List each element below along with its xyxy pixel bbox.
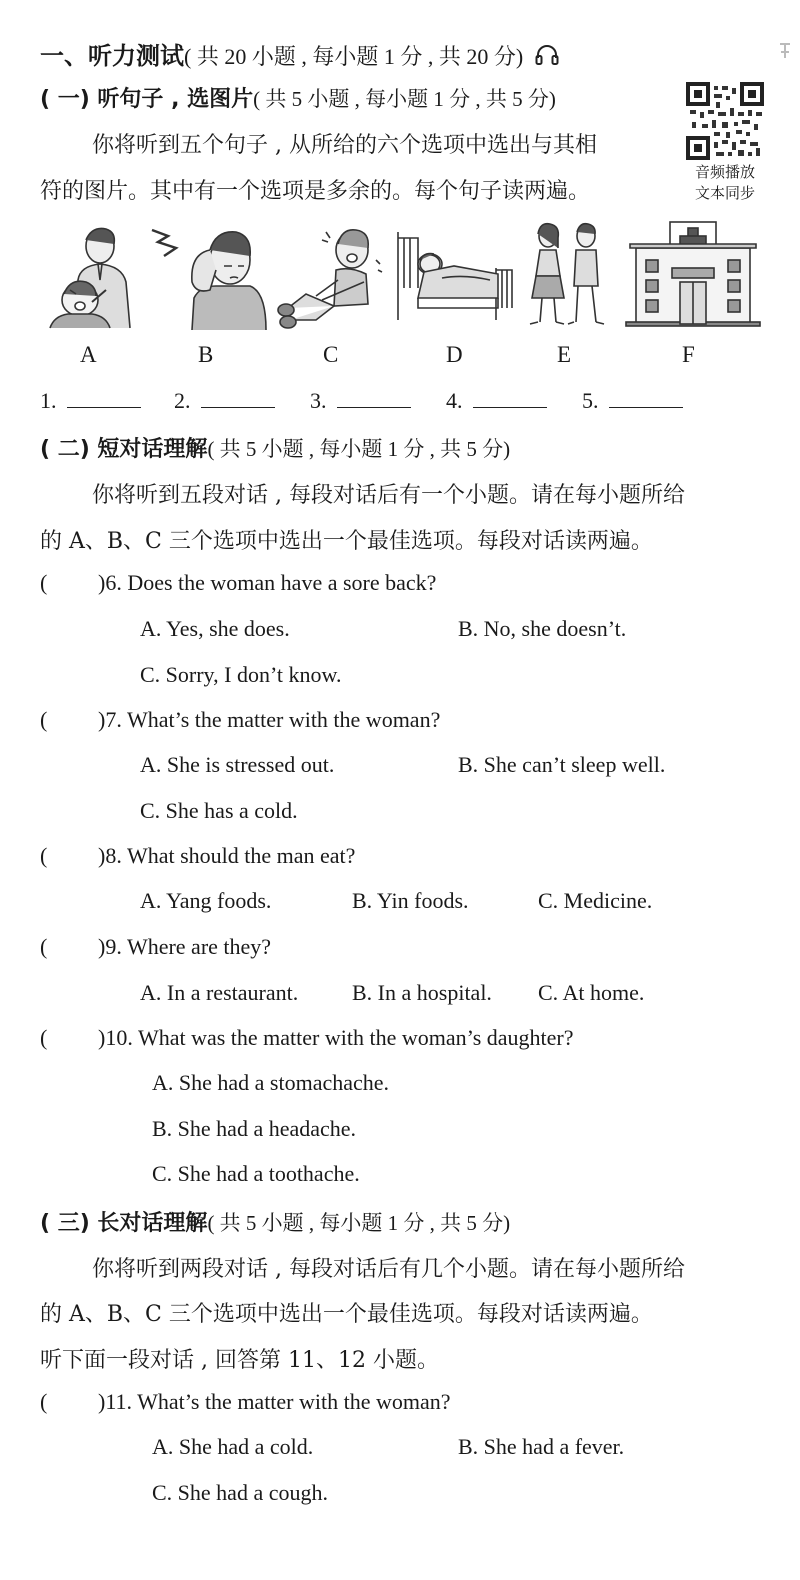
picture-label-e: E <box>557 342 572 367</box>
qr-caption-line1: 音频播放 <box>694 163 755 181</box>
answer-line <box>201 390 275 408</box>
question-text: What’s the matter with the woman? <box>137 1389 451 1414</box>
answer-paren-6[interactable]: ( <box>40 570 48 595</box>
option-9c: C. At home. <box>538 980 645 1005</box>
question-number: )6. <box>98 570 122 595</box>
question-number: )11. <box>98 1389 133 1414</box>
picture-label-d: D <box>446 342 463 367</box>
answer-paren-9[interactable]: ( <box>40 934 48 959</box>
option-11b: B. She had a fever. <box>458 1434 625 1459</box>
part3-title-sub: ( 共 5 小题 , 每小题 1 分 , 共 5 分) <box>207 1211 511 1235</box>
question-number: )10. <box>98 1025 133 1050</box>
option-9a: A. In a restaurant. <box>140 980 299 1005</box>
picture-headache <box>150 220 270 330</box>
question-text: What was the matter with the woman’s daughter? <box>137 1025 574 1050</box>
option-8b: B. Yin foods. <box>352 888 469 913</box>
question-text: Does the woman have a sore back? <box>127 570 437 595</box>
picture-dentist <box>40 220 140 330</box>
qr-code <box>686 82 764 160</box>
part3-instruction-line2: 的 A、B、C 三个选项中选出一个最佳选项。每段对话读两遍。 <box>40 1302 653 1327</box>
answer-paren-7[interactable]: ( <box>40 707 48 732</box>
option-6a: A. Yes, she does. <box>140 616 290 641</box>
answer-line <box>67 390 141 408</box>
headphones-icon <box>534 43 560 67</box>
answer-number: 3. <box>310 388 327 413</box>
part2-title-text: ( 二) 短对话理解 <box>40 437 208 462</box>
option-6c: C. Sorry, I don’t know. <box>140 662 342 687</box>
picture-label-b: B <box>198 342 214 367</box>
part3-instruction-line1: 你将听到两段对话 , 每段对话后有几个小题。请在每小题所给 <box>92 1257 685 1282</box>
option-10a: A. She had a stomachache. <box>152 1070 390 1095</box>
part1-title <box>40 82 556 113</box>
option-8c: C. Medicine. <box>538 888 653 913</box>
answer-number: 1. <box>40 388 57 413</box>
section-title-sub: ( 共 20 小题 , 每小题 1 分 , 共 20 分) <box>184 44 524 69</box>
answer-line <box>337 390 411 408</box>
answer-paren-11[interactable]: ( <box>40 1389 48 1414</box>
part2-title-sub: ( 共 5 小题 , 每小题 1 分 , 共 5 分) <box>207 437 511 461</box>
answer-blank-2[interactable] <box>174 388 275 414</box>
part1-title-sub: ( 共 5 小题 , 每小题 1 分 , 共 5 分) <box>253 87 556 111</box>
option-7a: A. She is stressed out. <box>140 752 335 777</box>
part1-instruction-line1: 你将听到五个句子 , 从所给的六个选项中选出与其相 <box>92 133 597 158</box>
picture-label-f: F <box>682 342 695 367</box>
option-6b: B. No, she doesn’t. <box>458 616 627 641</box>
qr-caption-line2: 文本同步 <box>694 184 755 202</box>
picture-two-children <box>520 220 612 330</box>
picture-sick-in-bed <box>394 228 516 324</box>
question-7 <box>98 707 440 733</box>
answer-blank-3[interactable] <box>310 388 411 414</box>
option-9b: B. In a hospital. <box>352 980 492 1005</box>
part1-title-text: ( 一) 听句子 , 选图片 <box>40 87 254 112</box>
part2-title <box>40 432 510 463</box>
answer-number: 4. <box>446 388 463 413</box>
answer-blank-5[interactable] <box>582 388 683 414</box>
option-7b: B. She can’t sleep well. <box>458 752 666 777</box>
question-10 <box>98 1025 574 1051</box>
answer-paren-10[interactable]: ( <box>40 1025 48 1050</box>
question-11 <box>98 1389 451 1415</box>
picture-label-a: A <box>80 342 97 367</box>
part3-title-text: ( 三) 长对话理解 <box>40 1211 208 1236</box>
option-7c: C. She has a cold. <box>140 798 298 823</box>
option-10b: B. She had a headache. <box>152 1116 357 1141</box>
answer-number: 5. <box>582 388 599 413</box>
option-10c: C. She had a toothache. <box>152 1161 360 1186</box>
part1-instruction-line2: 符的图片。其中有一个选项是多余的。每个句子读两遍。 <box>40 179 591 204</box>
page-edge-mark <box>778 40 792 62</box>
section-title <box>40 36 560 71</box>
question-8 <box>98 843 355 869</box>
answer-blank-1[interactable] <box>40 388 141 414</box>
question-text: What should the man eat? <box>126 843 356 868</box>
answer-blank-4[interactable] <box>446 388 547 414</box>
picture-hurt-knee <box>276 220 386 330</box>
picture-label-c: C <box>323 342 339 367</box>
part2-instruction-line1: 你将听到五段对话 , 每段对话后有一个小题。请在每小题所给 <box>92 483 685 508</box>
question-text: What’s the matter with the woman? <box>126 707 441 732</box>
question-number: )9. <box>98 934 122 959</box>
answer-line <box>609 390 683 408</box>
part2-instruction-line2: 的 A、B、C 三个选项中选出一个最佳选项。每段对话读两遍。 <box>40 529 653 554</box>
picture-hospital <box>622 218 764 328</box>
answer-number: 2. <box>174 388 191 413</box>
answer-paren-8[interactable]: ( <box>40 843 48 868</box>
question-6 <box>98 570 436 596</box>
option-11c: C. She had a cough. <box>152 1480 328 1505</box>
option-11a: A. She had a cold. <box>152 1434 314 1459</box>
question-text: Where are they? <box>126 934 272 959</box>
option-8a: A. Yang foods. <box>140 888 272 913</box>
part3-instruction-line3: 听下面一段对话 , 回答第 11、12 小题。 <box>40 1348 439 1373</box>
section-title-text: 一、听力测试 <box>40 42 184 70</box>
qr-caption <box>680 162 770 204</box>
question-9 <box>98 934 271 960</box>
answer-line <box>473 390 547 408</box>
part3-title <box>40 1206 510 1237</box>
question-number: )7. <box>98 707 122 732</box>
question-number: )8. <box>98 843 122 868</box>
